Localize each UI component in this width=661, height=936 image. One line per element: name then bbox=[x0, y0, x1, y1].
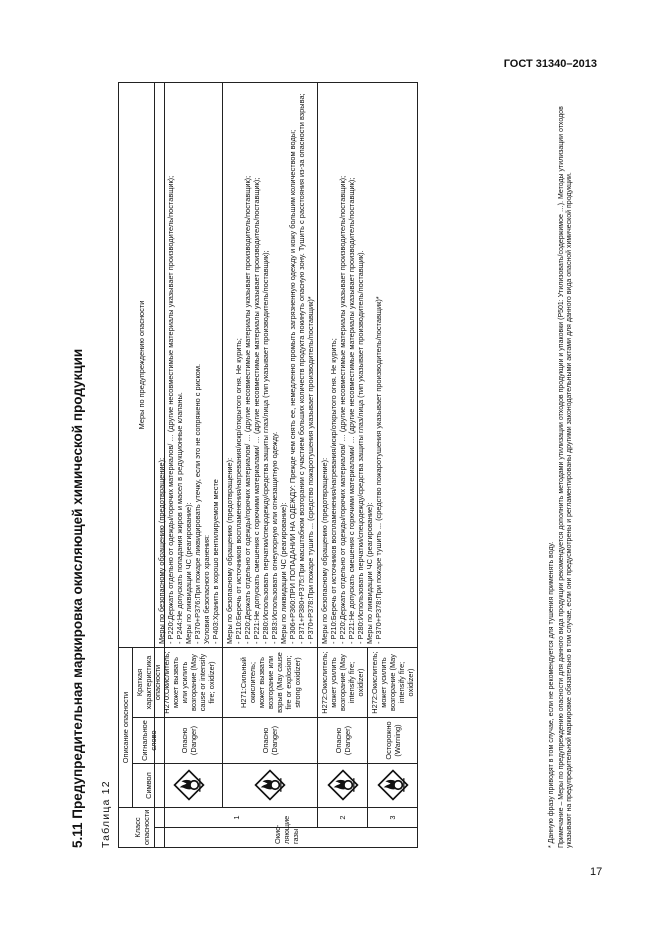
symbol-cell bbox=[318, 764, 368, 808]
signal-word: Осторожно (Warning) bbox=[368, 718, 418, 764]
category-name: Окис-ляющие газы bbox=[155, 828, 418, 848]
class-cell: 3 bbox=[368, 808, 418, 828]
page-number: 17 bbox=[590, 866, 603, 878]
flame-over-circle-icon bbox=[253, 769, 287, 803]
signal-word: Опасно (Danger) bbox=[223, 718, 318, 764]
hazard-table-body bbox=[154, 82, 418, 848]
symbol-cell bbox=[223, 764, 318, 808]
header-signal-word: Сигнальное слово bbox=[133, 718, 165, 764]
short-characteristic: H272:Окислитель; может усилить возгорание (May intensify fire; oxidizer) bbox=[368, 648, 418, 718]
flame-over-circle-icon bbox=[326, 769, 360, 803]
signal-word: Опасно (Danger) bbox=[155, 718, 223, 764]
header-symbol: Символ bbox=[133, 764, 165, 808]
table-row bbox=[318, 83, 368, 848]
asterisk-footnote: * Данную фразу приводят в том случае, если не рекомендуется для тушения применять воду. bbox=[548, 541, 555, 848]
precaution-list: Меры по безопасному обращению (предотвращение): - P210:Беречь от источников воспламенения/нагревания/искр/открытого огня. Не курить; - P220:Держать отдельно от одежды/горючих материалов/ … (другие несовместимые материалы указывает производитель/поставщик); - P221:Не допускать смешения с горючими материалами/ … (другие несовместимые материалы указывает производитель/поставщик); - P280:Использовать перчатки/спецодежду/средства защиты глаз/лица (тип указывает производитель/поставщик). Меры по ликвидации ЧС (реагирование): - P370+P378:При пожаре тушить ... (средство пожаротушения указывает производитель/поставщик)* bbox=[318, 83, 418, 648]
header-precautions: Меры по предупреждению опасности bbox=[119, 83, 165, 648]
table-label: Таблица 12 bbox=[100, 780, 112, 848]
header-hazard-description: Описание опасности bbox=[119, 647, 133, 807]
table-row bbox=[155, 83, 223, 848]
precaution-list: Меры по безопасному обращению (предотвращение): - P220:Держать отдельно от одежды/горючих материалов/ … (другие несовместимые материалы указывает производитель/поставщик); - P244:Не допускать попадания жиров и масел в редукционные клапаны. Меры по ликвидации ЧС (реагирование): - P370+P376:При пожаре ликвидировать утечку, если это не сопряжено с риском. Условия безопасного хранения: - P403:Хранить в хорошо вентилируемом месте bbox=[155, 83, 223, 648]
header-short-characteristic: Краткая характеристика опасности bbox=[133, 647, 165, 717]
header-class: Класс опасности bbox=[119, 808, 165, 848]
symbol-cell bbox=[155, 764, 223, 808]
short-characteristic: H270:Окислитель; может вызвать или усилить возгорание (May cause or intensify fire; oxidizer) bbox=[155, 648, 223, 718]
symbol-cell bbox=[368, 764, 418, 808]
class-cell: 1 bbox=[155, 808, 318, 828]
table-row bbox=[223, 83, 318, 848]
class-cell: 2 bbox=[318, 808, 368, 828]
short-characteristic: H272:Окислитель; может усилить возгорание (May intensify fire; oxidizer) bbox=[318, 648, 368, 718]
standard-number: ГОСТ 31340–2013 bbox=[503, 58, 597, 70]
short-characteristic: H271:Сильный окислитель; может вызвать возгорание или взрыв (May cause fire or explosion; strong oxidizer) bbox=[223, 648, 318, 718]
flame-over-circle-icon bbox=[172, 769, 206, 803]
section-title: 5.11 Предупредительная маркировка окисляющей химической продукции bbox=[70, 348, 85, 848]
signal-word: Опасно (Danger) bbox=[318, 718, 368, 764]
precaution-list: Меры по безопасному обращению (предотвращение): - P210:Беречь от источников воспламенения/нагревания/искр/открытого огня. Не курить; - P220:Держать отдельно от одежды/горючих материалов/ … (другие несовместимые материалы указывает производитель/поставщик); - P221:Не допускать смешения с горючими материалами/ … (другие несовместимые материалы указывает производитель/поставщик); - P280:Использовать перчатки/спецодежду/средства защиты глаз/лица (тип указывает производитель/поставщик); - P283:Использовать огнеупорную или огнезащитную одежду. Меры по ликвидации ЧС (реагирование): - P306+P360:ПРИ ПОПАДАНИИ НА ОДЕЖДУ: Прежде чем снять ее, немедленно промыть загрязненную одежду и кожу большим количеством воды; - P371+P380+P375:При масштабном возгорании с участием больших количеств продукта покинуть опасную зону. Тушить с расстояния из-за опасности взрыва; - P370+P378:При пожаре тушить ... (средство пожаротушения указывает производитель/поставщик)* bbox=[223, 83, 318, 648]
rotated-page-content bbox=[70, 80, 590, 856]
flame-over-circle-icon bbox=[376, 769, 410, 803]
table-note: Примечание – Меры по предупреждению опасности для данного вида продукции рекомендуется дополнить методами утилизации отходов продукции и упаковки (P501: Утилизовать/содержимое …). Методы утилизации отходов указывают на предупредительной маркировке обязательно в том случае, если они предусмотрены и регламентированы другими законодательными актами для данного вида опасной химической продукции. bbox=[557, 106, 573, 848]
footnotes bbox=[548, 82, 576, 848]
